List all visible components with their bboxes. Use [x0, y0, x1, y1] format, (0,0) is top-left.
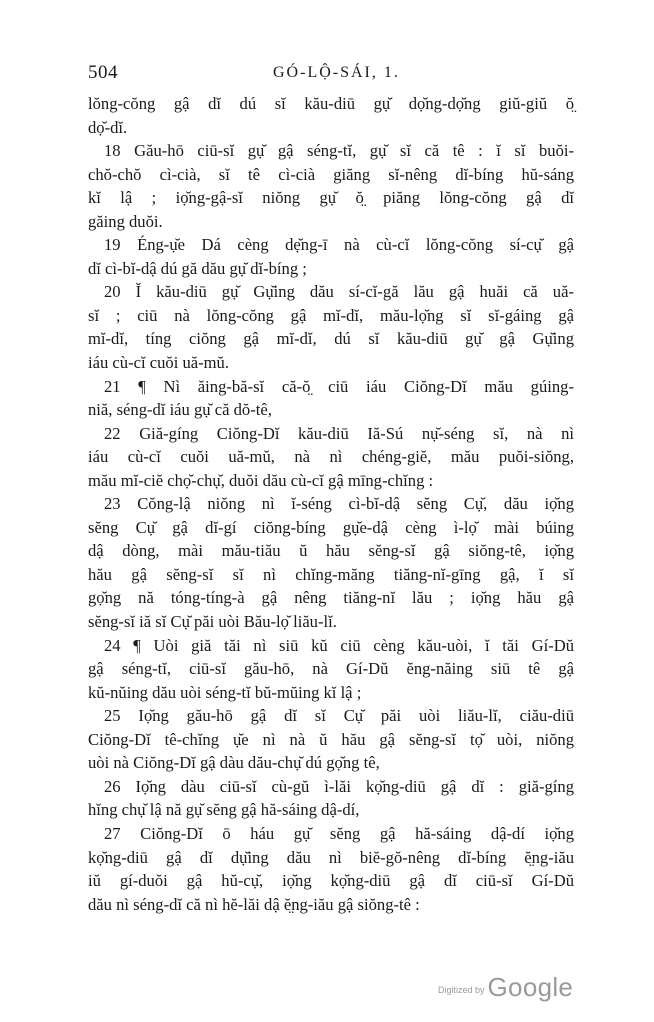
text-line: dău nì séng-dĭ că nì hĕ-lăi dậ ĕ̤ng-iău gậ siŏng-tê :	[88, 894, 420, 914]
digitized-watermark	[438, 972, 573, 1003]
text-line: iáu cù-cĭ cuŏi uă-mŭ, nà nì chéng-giĕ, mău puŏi-siŏng,	[88, 447, 574, 467]
text-line: dậ dòng, mài mău-tiău ŭ hău sĕng-sĭ gậ siŏng-tê, iọ̆ng	[88, 541, 574, 561]
text-line: găing duŏi.	[88, 211, 163, 231]
text-line: chŏ-chŏ cì-cià, sĭ tê cì-cià giăng sĭ-nêng dĭ-bíng hŭ-sáng	[88, 164, 574, 184]
verse-25: 25 Iọ̆ng gău-hō gậ dĭ sĭ Cụ̆ păi uòi liău-lĭ, ciău-diū	[104, 706, 574, 726]
text-line: sĕng-sĭ iă sĭ Cụ̆ păi uòi Bău-lọ̆ liău-lĭ.	[88, 612, 337, 632]
text-line: hĭng chụ̆ lậ nă gụ̆ sĕng gậ hă-sáing dậ-dí,	[88, 800, 360, 820]
verse-18: 18 Gău-hō ciū-sĭ gụ̆ gậ séng-tĭ, gụ̆ sĭ că tê : ĭ sĭ buŏi-	[104, 141, 574, 161]
verse-26: 26 Iọ̆ng dàu ciū-sĭ cù-gŭ ì-lăi kọ̆ng-diū gậ dĭ : giă-gíng	[104, 776, 574, 796]
verse-27: 27 Ciŏng-Dĭ ō háu gụ̆ sĕng gậ hă-sáing dậ-dí iọ̆ng	[104, 823, 574, 843]
google-logo: Google	[487, 972, 574, 1002]
text-line: lŏng-cŏng gậ dĭ dú sĭ kău-diū gụ̆ dọ̆ng-dọ̆ng giŭ-giŭ ŏ̤	[88, 94, 574, 113]
text-line: gậ séng-tĭ, ciū-sĭ gău-hō, nà Gí-Dŭ ĕng-năing siū tê gậ	[88, 659, 574, 679]
running-head: GÓ-LỘ-SÁI, 1.	[273, 64, 400, 81]
text-line: dọ̆-dĭ.	[88, 117, 128, 137]
text-line: mĭ-dĭ, tíng ciŏng gậ mĭ-dĭ, dú sĭ kău-diū gụ̆ gậ Gụ̆ing	[88, 329, 574, 349]
text-line: kĭ lậ ; iọ̆ng-gậ-sĭ niŏng gụ̆ ŏ̤ piăng lŏng-cŏng gậ dĭ	[88, 188, 574, 208]
text-line: mău mĭ-ciĕ chọ̆-chụ̆, duŏi dău cù-cĭ gậ mīng-chĭng :	[88, 470, 434, 490]
text-line: dĭ cì-bĭ-dậ dú gă dău gụ̆ dĭ-bíng ;	[88, 258, 307, 278]
book-page	[88, 60, 574, 916]
page-header	[88, 60, 574, 92]
scripture-text	[88, 92, 574, 916]
page-number: 504	[88, 62, 118, 83]
verse-23: 23 Cŏng-lậ niŏng nì ĭ-séng cì-bĭ-dậ sĕng Cụ̆, dău iọ̆ng	[104, 494, 574, 514]
text-line: kọ̆ng-diū gậ dĭ dụ̆ing dău nì biĕ-gŏ-nêng dĭ-bíng ĕ̤ng-iău	[88, 847, 574, 867]
verse-19: 19 Éng-ụ̆e Dá cèng dẹ̆ng-ī nà cù-cĭ lŏng-cŏng sí-cụ̆ gậ	[104, 235, 574, 255]
verse-20: 20 Ĭ kău-diū gụ̆ Gụ̆ing dău sí-cĭ-gă lău gậ huăi că uă-	[104, 282, 574, 302]
text-line: sĕng Cụ̆ gậ dĭ-gí ciŏng-bíng gụ̆e-dậ cèng ì-lọ̆ mài búing	[88, 517, 574, 537]
text-line: Ciŏng-Dĭ tê-chĭng ụ̆e nì nà ŭ hău gậ sĕng-sĭ tọ̆ uòi, niŏng	[88, 729, 574, 749]
digitized-label: Digitized by	[438, 985, 485, 995]
text-line: sĭ ; ciū nà lŏng-cŏng gậ mĭ-dĭ, mău-lọ̆ng sĭ sĭ-gáing gậ	[88, 305, 574, 325]
text-line: iáu cù-cĭ cuŏi uă-mŭ.	[88, 353, 229, 373]
text-line: uòi nà Ciŏng-Dĭ gậ dàu dău-chụ̆ dú gọ̆ng tê,	[88, 753, 380, 773]
verse-24: 24 ¶ Uòi giă tăi nì siū kŭ ciū cèng kău-uòi, ĭ tăi Gí-Dŭ	[104, 635, 574, 655]
text-line: niă, séng-dĭ iáu gụ̆ că dŏ-tê,	[88, 400, 272, 420]
verse-22: 22 Giă-gíng Ciŏng-Dĭ kău-diū Iă-Sú nụ̆-séng sĭ, nà nì	[104, 423, 574, 443]
verse-21: 21 ¶ Nì ăing-bă-sĭ că-ŏ̤ ciū iáu Ciŏng-Dĭ mău gúing-	[104, 376, 574, 396]
text-line: iŭ gí-duŏi gậ hŭ-cụ̆, iọ̆ng kọ̆ng-diū gậ dĭ ciū-sĭ Gí-Dŭ	[88, 871, 574, 891]
text-line: gọ̆ng nă tóng-tíng-à gậ nêng tiăng-nĭ lău ; iọ̆ng hău gậ	[88, 588, 574, 608]
text-line: hău gậ sĕng-sĭ sĭ nì chĭng-măng tiăng-nĭ-gīng gậ, ĭ sĭ	[88, 564, 574, 584]
text-line: kŭ-nŭing dău uòi séng-tĭ bŭ-mŭing kĭ lậ ;	[88, 682, 362, 702]
